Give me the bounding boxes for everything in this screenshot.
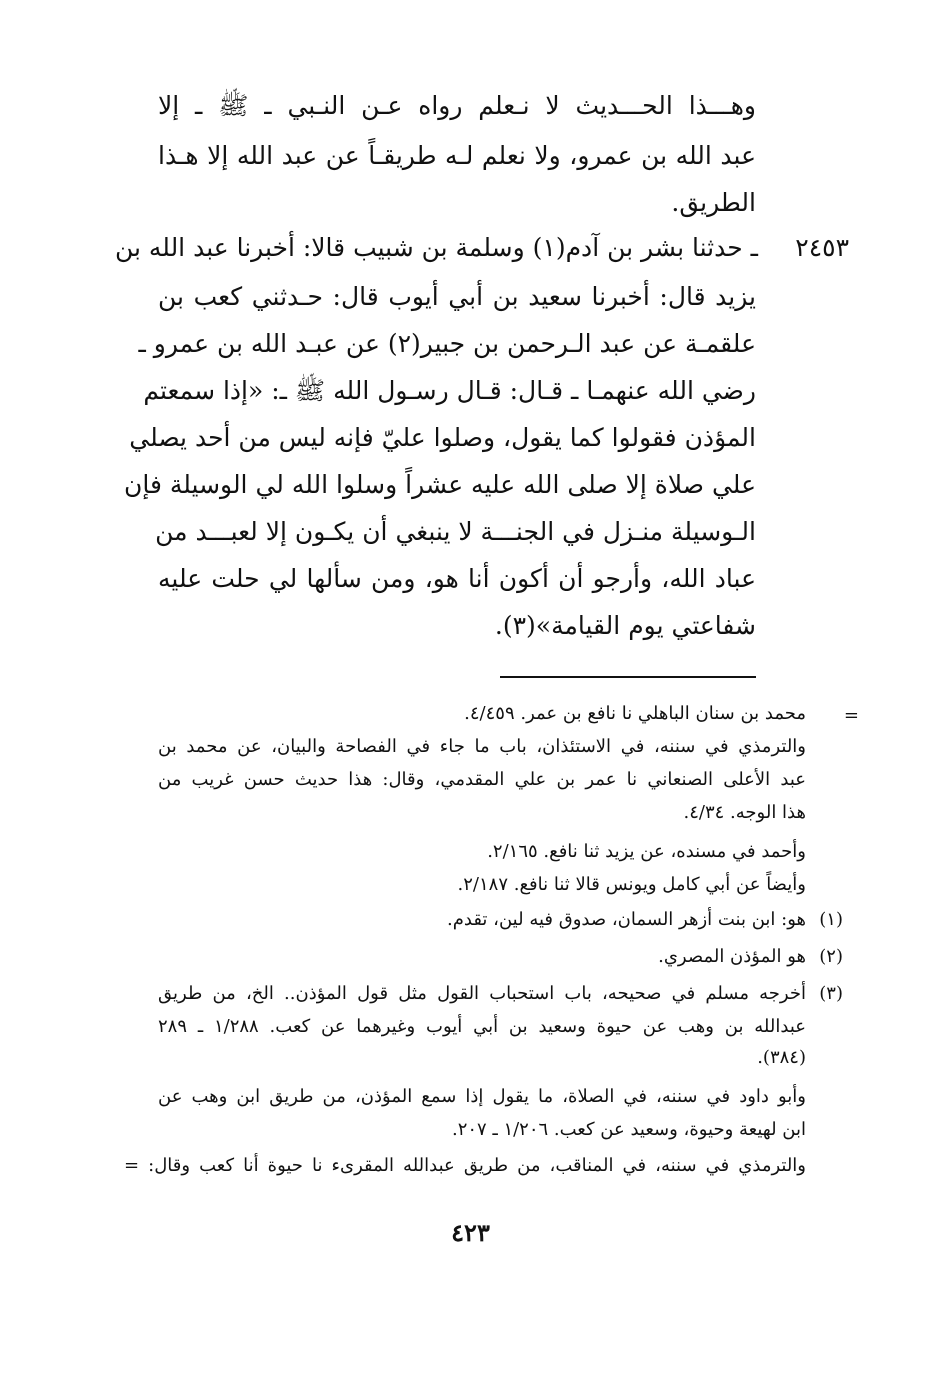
footnote-line: هو المؤذن المصري. [658, 946, 806, 967]
footnote-line: والترمذي في سننه، في الاستئذان، باب ما جاء في الفصاحة والبيان، عن محمد بن [158, 736, 806, 757]
main-text-line: المؤذن فقولوا كما يقول، وصلوا عليّ فإنه ليس من أحد يصلي [129, 423, 756, 452]
footnote-line: وأحمد في مسنده، عن يزيد ثنا نافع. ٢/١٦٥. [487, 841, 806, 862]
main-text-line: شفاعتي يوم القيامة»(٣). [494, 611, 756, 640]
footnote-continuation-marker: = [843, 705, 859, 726]
main-text-line: رضي الله عنهمـا ـ قـال: قـال رسـول الله ﷺ ـ: «إذا سمعتم [143, 376, 756, 405]
footnote-line: عبدالله بن وهب عن حيوة وسعيد بن أبي أيوب وغيرهما عن كعب. ١/٢٨٨ ـ ٢٨٩ [158, 1016, 806, 1037]
footnote-line: هذا الوجه. ٤/٣٤. [683, 802, 806, 823]
hadith-number: ٢٤٥٣ [795, 233, 849, 262]
footnote-line: هو: ابن بنت أزهر السمان، صدوق فيه لين، تقدم. [447, 909, 806, 930]
footnote-line: محمد بن سنان الباهلي نا نافع بن عمر. ٤/٤٥٩. [464, 703, 806, 724]
footnote-line: وأيضاً عن أبي كامل ويونس قالا ثنا نافع. ٢/١٨٧. [457, 874, 806, 895]
footnote-line: أخرجه مسلم في صحيحه، باب استحباب القول مثل قول المؤذن.. الخ، من طريق [158, 983, 806, 1004]
main-text-line: الطريق. [671, 188, 756, 217]
main-text-line: عباد الله، وأرجو أن أكون أنا هو، ومن سألها لي حلت عليه [158, 564, 756, 593]
footnote-marker-3: (٣) [819, 983, 843, 1004]
main-text-line: ـ حدثنا بشر بن آدم(١) وسلمة بن شبيب قالا: أخبرنا عبد الله بن [114, 233, 758, 262]
page-number: ٤٢٣ [451, 1218, 490, 1247]
footnote-marker-1: (١) [819, 909, 843, 930]
footnote-marker-2: (٢) [819, 946, 843, 967]
main-text-line: علي صلاة إلا صلى الله عليه عشراً وسلوا الله لي الوسيلة فإن [123, 470, 756, 499]
footnote-line: عبد الأعلى الصنعاني نا عمر بن علي المقدمي، وقال: هذا حديث حسن غريب من [158, 769, 806, 790]
footnote-line: ابن لهيعة وحيوة، وسعيد عن كعب. ١/٢٠٦ ـ ٢٠٧. [451, 1119, 806, 1140]
footnote-line: والترمذي في سننه، في المناقب، من طريق عبدالله المقرىء نا حيوة أنا كعب وقال: = [124, 1155, 806, 1176]
footnote-line: (٣٨٤). [757, 1047, 806, 1068]
main-text-line: وهـــذا الحـــديث لا نـعلم رواه عـن النـبي ـ ﷺ ـ إلا [158, 91, 756, 120]
main-text-line: عبد الله بن عمرو، ولا نعلم لـه طريقـاً عن عبد الله إلا هـذا [158, 141, 756, 170]
footnote-separator [500, 676, 756, 678]
main-text-line: الـوسيلة منـزل في الجنـــة لا ينبغي أن يكـون إلا لعبـــد من [155, 517, 756, 546]
footnote-line: وأبو داود في سننه، في الصلاة، ما يقول إذا سمع المؤذن، من طريق ابن وهب عن [158, 1086, 806, 1107]
main-text-line: علقمـة عن عبد الـرحمن بن جبير(٢) عن عبـد الله بن عمرو ـ [138, 329, 756, 358]
main-text-line: يزيد قال: أخبرنا سعيد بن أبي أيوب قال: حـدثني كعب بن [158, 282, 756, 311]
